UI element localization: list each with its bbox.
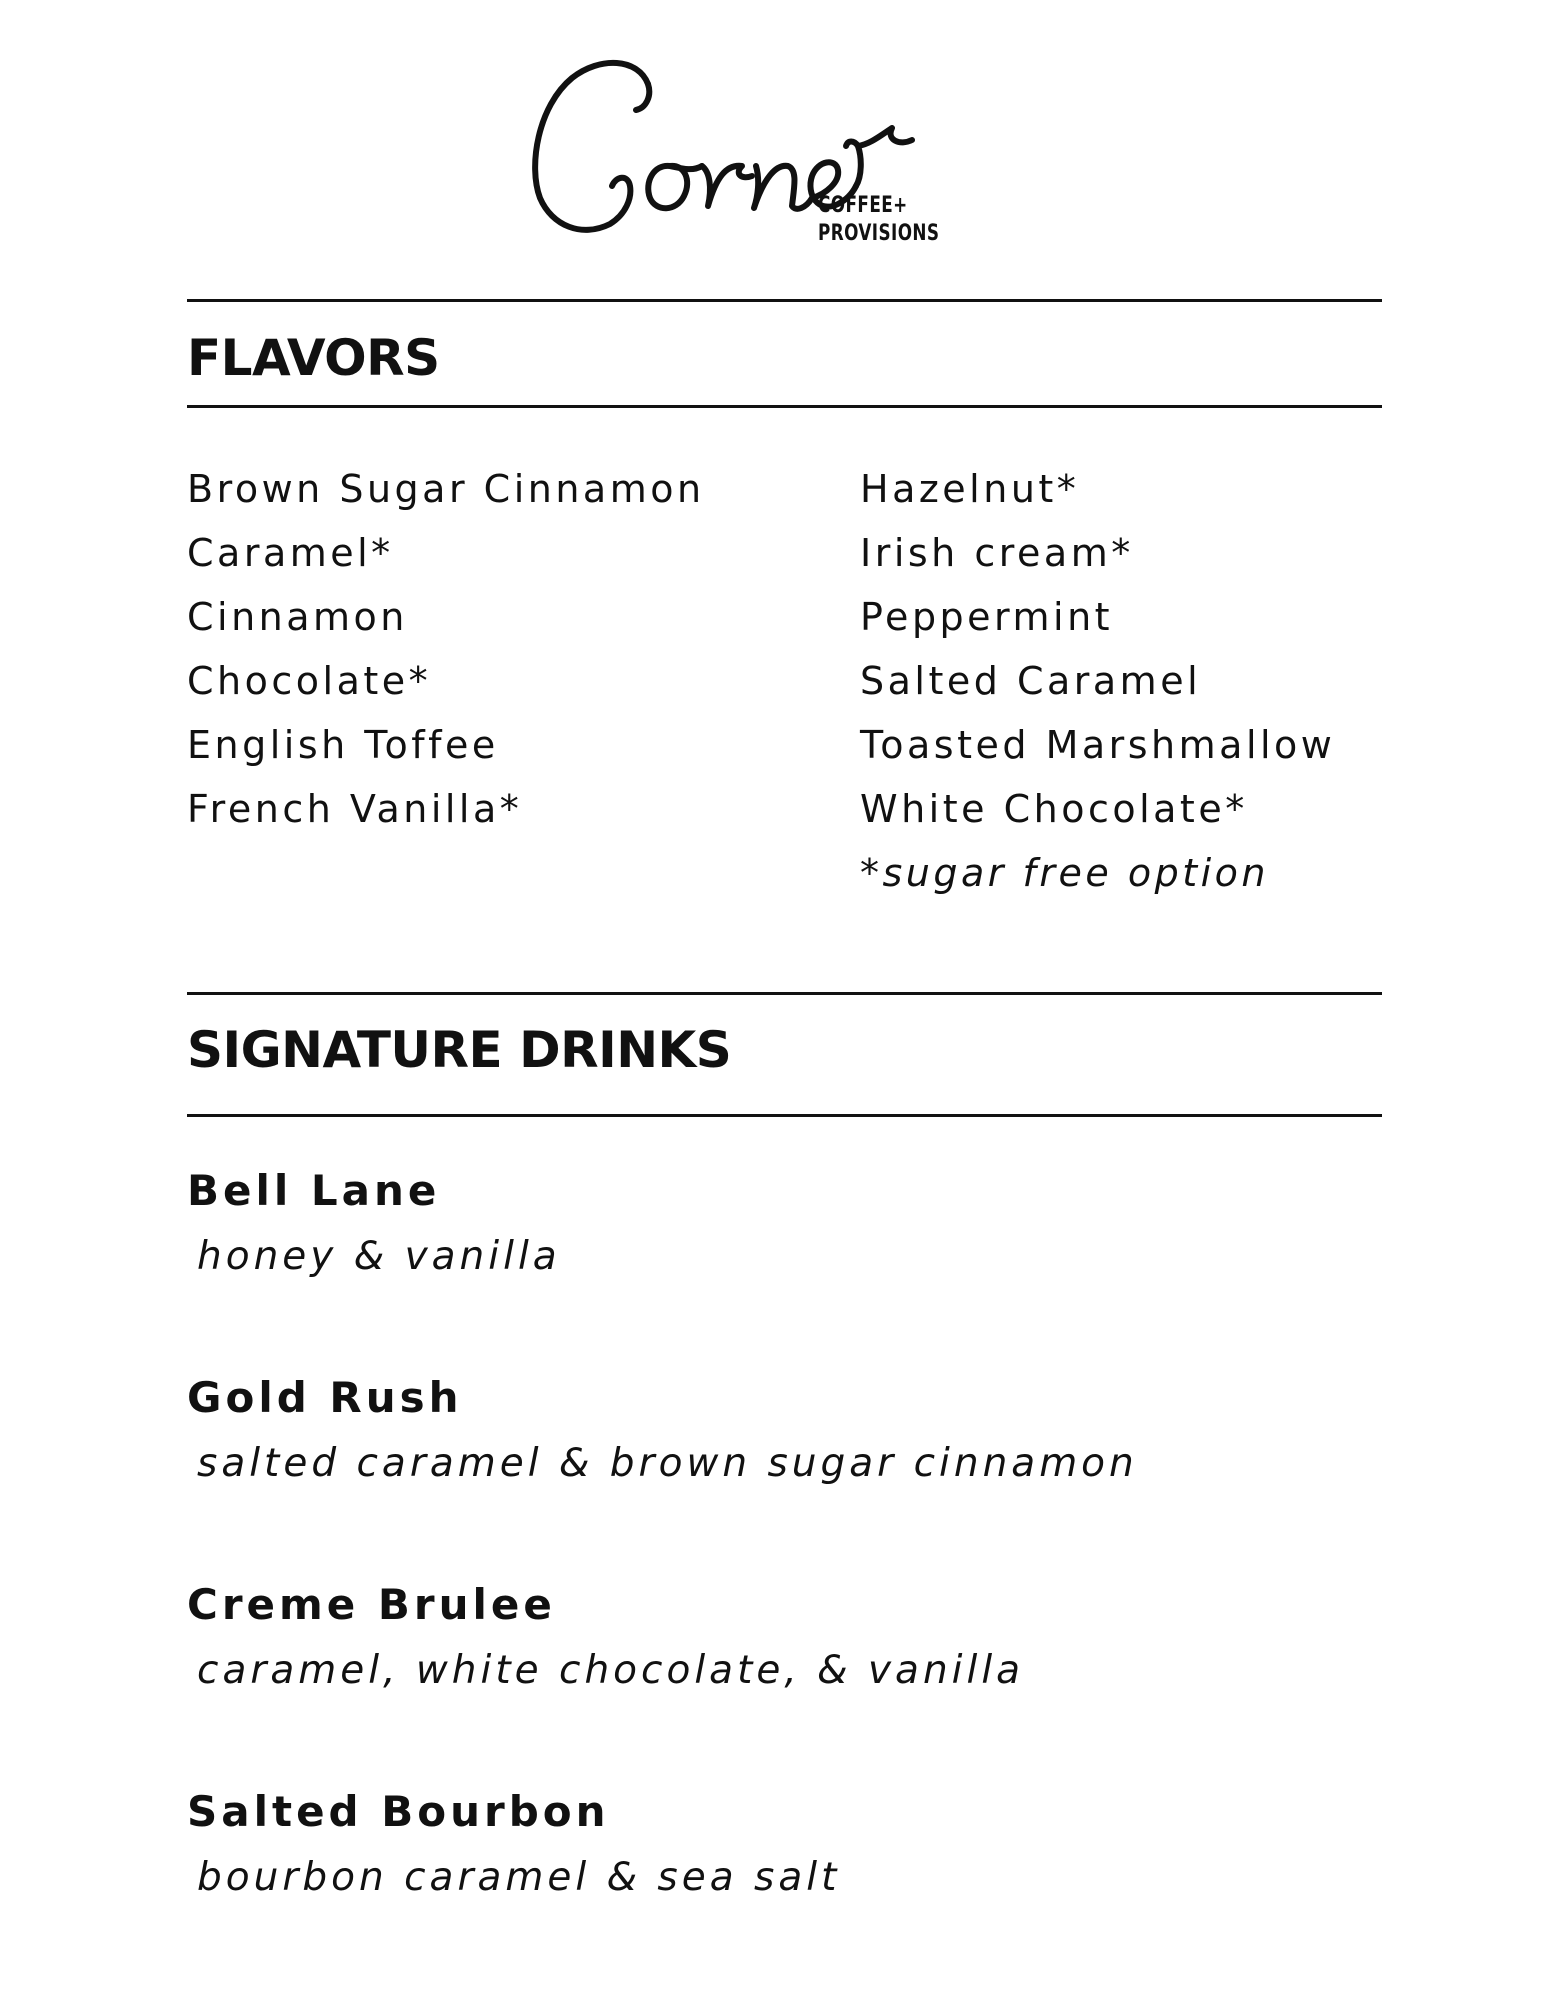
brand-tagline (818, 192, 939, 248)
brand-logo (520, 48, 1000, 258)
drink-description: honey & vanilla (197, 1234, 561, 1279)
flavor-item: White Chocolate* (860, 787, 1248, 831)
flavor-item: Cinnamon (187, 595, 408, 639)
flavor-item: Brown Sugar Cinnamon (187, 467, 705, 511)
drink-name: Creme Brulee (187, 1580, 556, 1629)
flavor-item: Salted Caramel (860, 659, 1202, 703)
drink-name: Bell Lane (187, 1166, 441, 1215)
drink-description: bourbon caramel & sea salt (197, 1855, 841, 1900)
flavor-item: English Toffee (187, 723, 499, 767)
divider-flavors-bottom (187, 405, 1382, 408)
signature-drinks-heading: SIGNATURE DRINKS (187, 1021, 732, 1079)
sugar-free-footnote: *sugar free option (860, 851, 1269, 895)
flavors-list-right (860, 457, 1335, 905)
flavor-item: Irish cream* (860, 531, 1134, 575)
drink-item (187, 1163, 561, 1285)
drink-item (187, 1370, 1138, 1492)
flavor-item: Caramel* (187, 531, 394, 575)
drink-description: caramel, white chocolate, & vanilla (197, 1648, 1025, 1693)
flavor-item: French Vanilla* (187, 787, 523, 831)
flavors-list-left (187, 457, 705, 841)
flavor-item: Peppermint (860, 595, 1114, 639)
brand-tagline-line2: PROVISIONS (818, 221, 940, 246)
drink-name: Gold Rush (187, 1373, 463, 1422)
flavor-item: Toasted Marshmallow (860, 723, 1336, 767)
flavor-item: Chocolate* (187, 659, 432, 703)
divider-flavors-top (187, 299, 1382, 302)
divider-drinks-bottom (187, 1114, 1382, 1117)
divider-drinks-top (187, 992, 1382, 995)
drink-description: salted caramel & brown sugar cinnamon (197, 1441, 1138, 1486)
flavors-heading: FLAVORS (187, 329, 440, 387)
brand-tagline-line1: COFFEE+ (818, 193, 908, 218)
drink-item (187, 1784, 840, 1906)
flavor-item: Hazelnut* (860, 467, 1080, 511)
drink-name: Salted Bourbon (187, 1787, 610, 1836)
drink-item (187, 1577, 1024, 1699)
